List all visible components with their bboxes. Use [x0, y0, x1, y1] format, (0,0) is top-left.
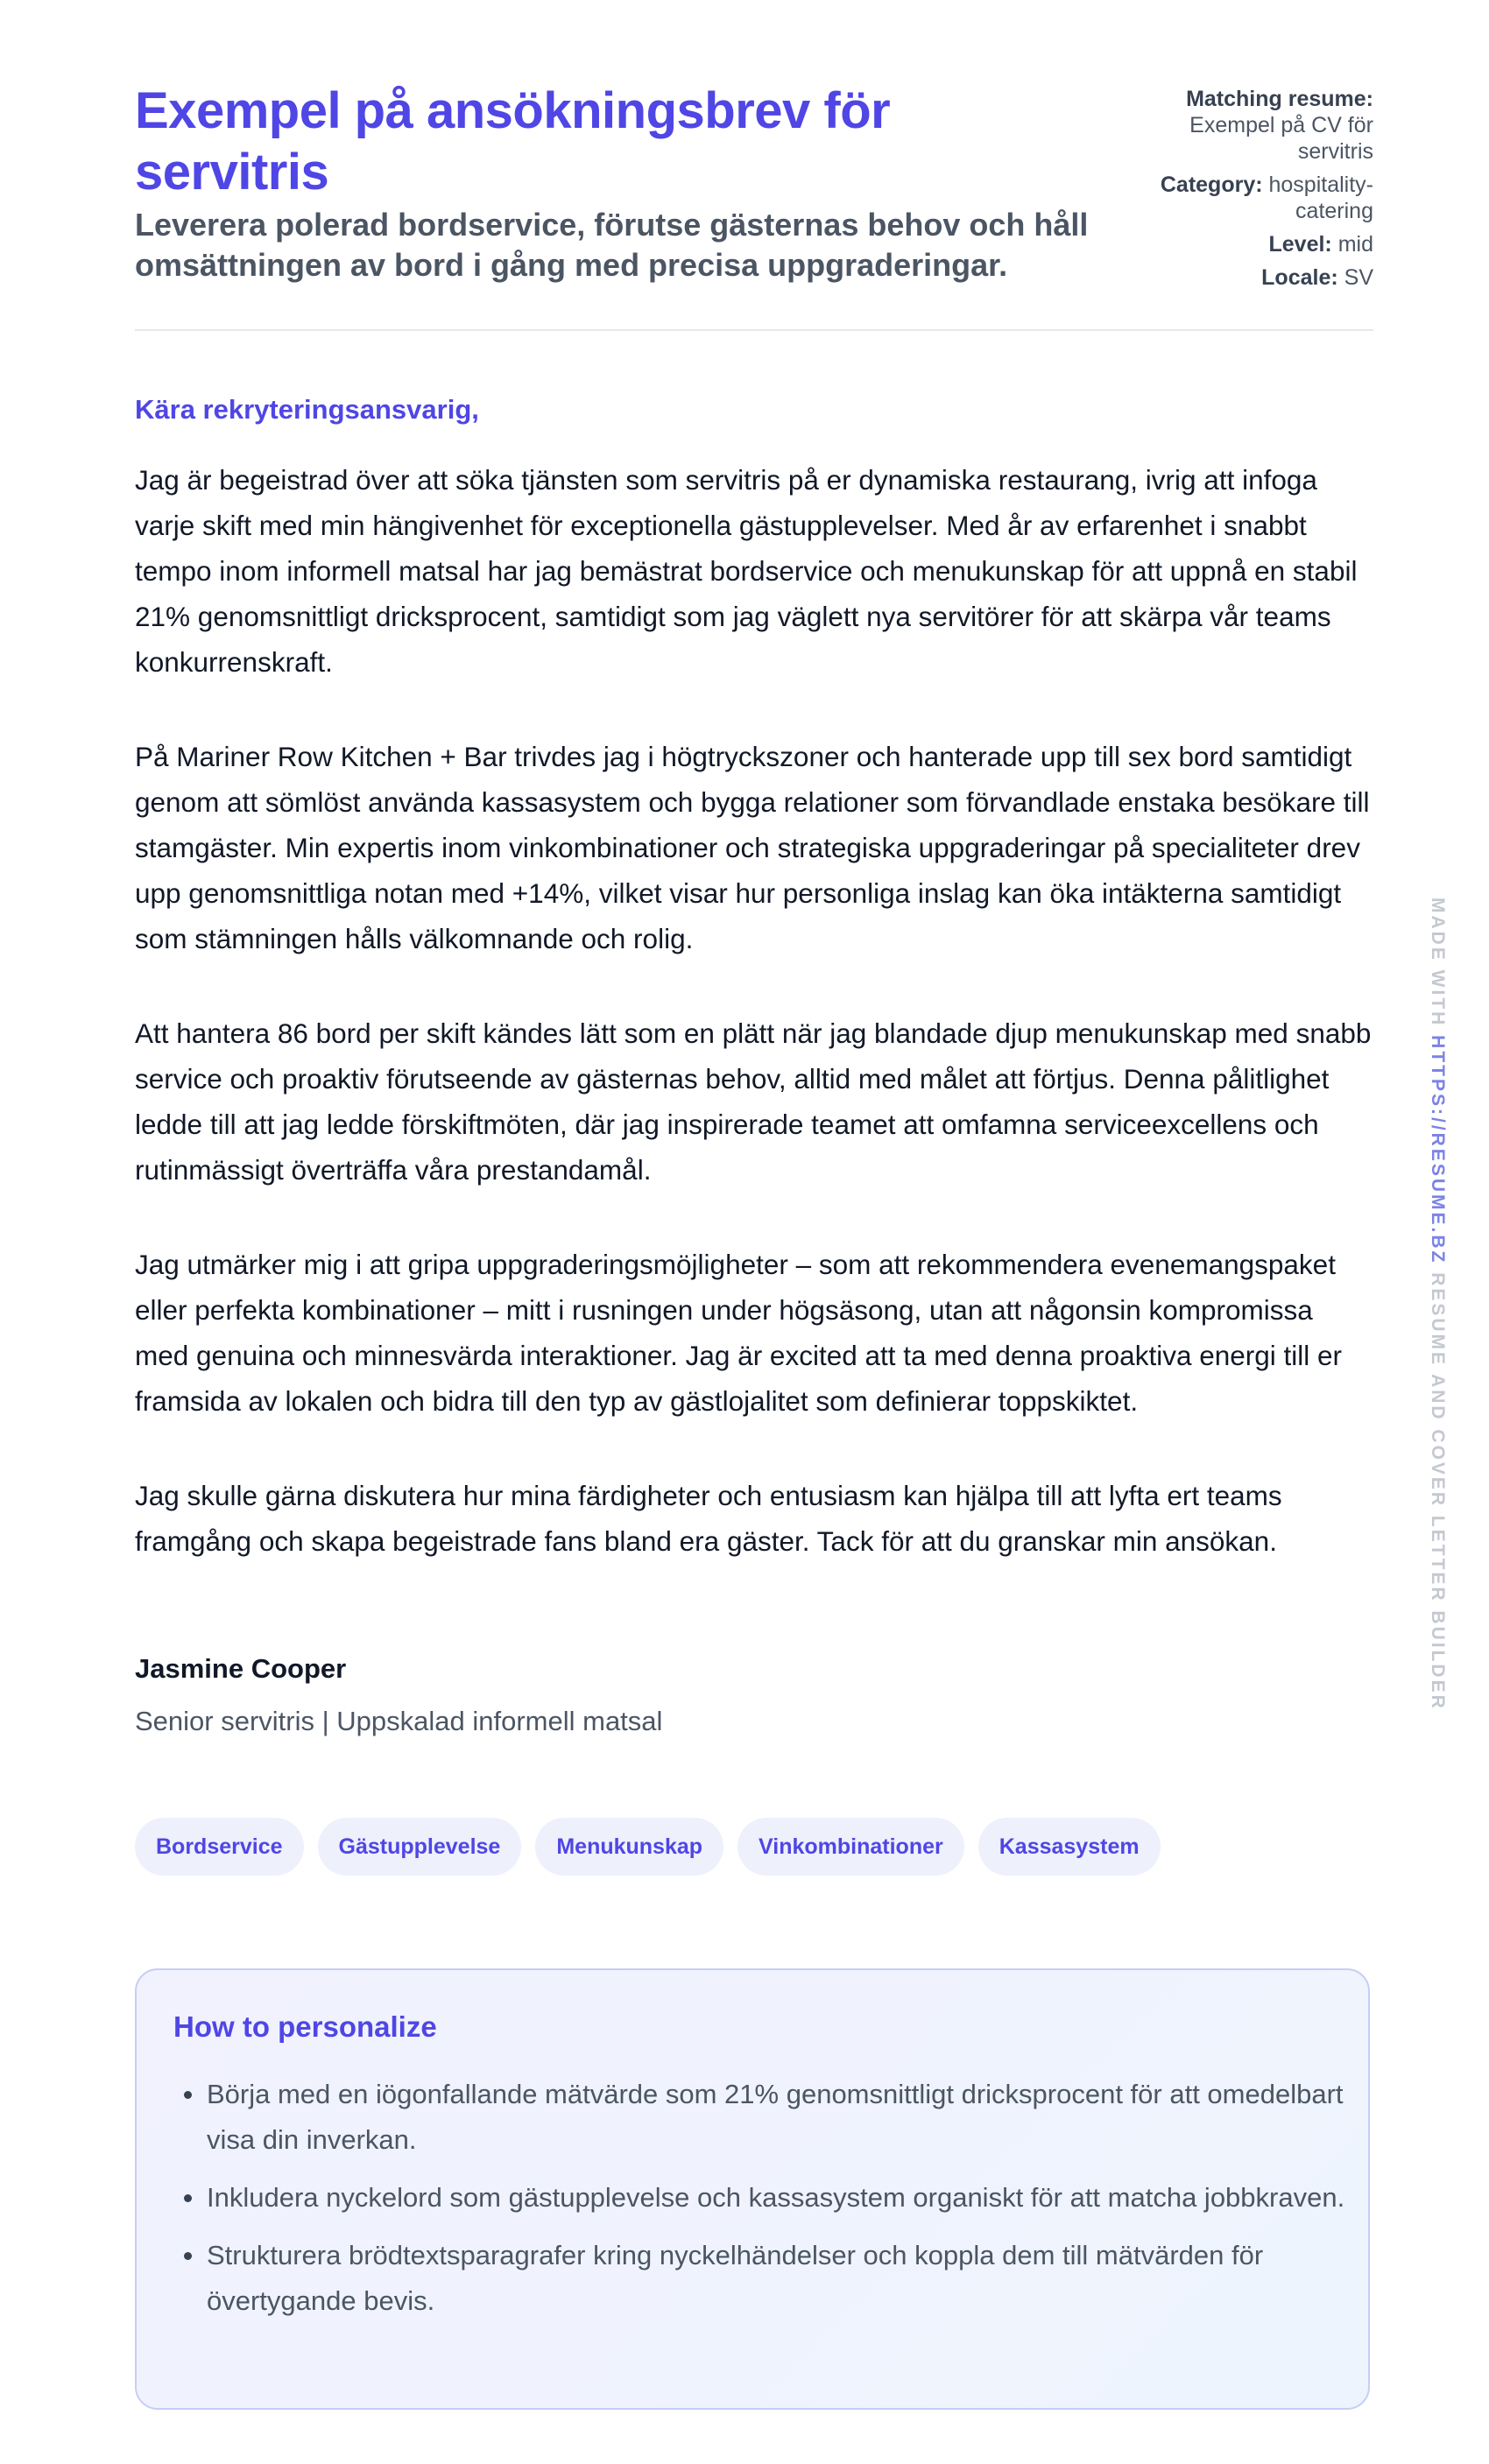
skill-tags: [135, 1818, 1161, 1876]
skill-tag: Bordservice: [135, 1818, 304, 1876]
tip-item: Strukturera brödtextsparagrafer kring nyckelhändelser och koppla dem till mätvärden för övertygande bevis.: [207, 2233, 1372, 2324]
watermark: [1426, 898, 1449, 1711]
personalize-tips-box: [135, 1968, 1370, 2410]
letter-paragraph: Jag är begeistrad över att söka tjänsten som servitris på er dynamiska restaurang, ivrig att infoga varje skift med min hängivenhet för exceptionella gästupplevelser. Med år av erfarenhet i snabbt tempo inom informell matsal har jag bemästrat bordservice och menukunskap för att uppnå en stabil 21% genomsnittligt dricksprocent, samtidigt som jag väglett nya servitörer för att skärpa vår teams konkurrenskraft.: [135, 464, 1358, 678]
meta-locale: [1119, 264, 1373, 291]
watermark-link[interactable]: HTTPS://RESUME.BZ: [1428, 1035, 1448, 1265]
meta-level: [1119, 231, 1373, 257]
tip-item: Inkludera nyckelord som gästupplevelse och kassasystem organiskt för att matcha jobbkraven.: [207, 2175, 1372, 2221]
skill-tag: Vinkombinationer: [737, 1818, 964, 1876]
page-subtitle: Leverera polerad bordservice, förutse gästernas behov och håll omsättningen av bord i gång med precisa uppgraderingar.: [135, 207, 1089, 283]
meta-category-value: hospitality-catering: [1268, 172, 1373, 223]
watermark-suffix: RESUME AND COVER LETTER BUILDER: [1428, 1272, 1448, 1711]
letter-paragraph: Jag skulle gärna diskutera hur mina färdigheter och entusiasm kan hjälpa till att lyfta ert teams framgång och skapa begeistrade fans bland era gäster. Tack för att du granskar min ansökan.: [135, 1480, 1282, 1557]
meta-locale-value: SV: [1344, 265, 1373, 290]
meta-matching-resume: [1119, 86, 1373, 165]
page-title: Exempel på ansökningsbrev för servitris: [135, 82, 891, 201]
meta-panel: [1119, 86, 1373, 298]
salutation: Kära rekryteringsansvarig,: [135, 394, 479, 425]
skill-tag: Gästupplevelse: [318, 1818, 522, 1876]
meta-matching-resume-value: Exempel på CV för servitris: [1189, 113, 1373, 164]
meta-category-label: Category:: [1160, 172, 1263, 197]
meta-level-label: Level:: [1268, 232, 1332, 257]
letter-body: [135, 457, 1373, 1613]
letter-paragraph: Jag utmärker mig i att gripa uppgraderingsmöjligheter – som att rekommendera evenemangspaket eller perfekta kombinationer – mitt i rusningen under högsäsong, utan att någonsin kompromissa med genuina och minnesvärda interaktioner. Jag är excited att ta med denna proaktiva energi till er framsida av lokalen och bidra till den typ av gästlojalitet som definierar toppskiktet.: [135, 1249, 1343, 1417]
tip-item: Börja med en iögonfallande mätvärde som 21% genomsnittligt dricksprocent för att omedelbart visa din inverkan.: [207, 2072, 1372, 2163]
page-header: [135, 81, 1373, 331]
signature: [135, 1651, 1011, 1739]
watermark-prefix: MADE WITH: [1428, 898, 1448, 1028]
skill-tag: Menukunskap: [535, 1818, 723, 1876]
signature-title: Senior servitris | Uppskalad informell matsal: [135, 1706, 663, 1736]
header-divider: [135, 329, 1373, 331]
tips-list: [173, 2072, 1372, 2336]
signature-name: Jasmine Cooper: [135, 1653, 347, 1684]
meta-level-value: mid: [1337, 232, 1373, 257]
letter-paragraph: Att hantera 86 bord per skift kändes lätt som en plätt när jag blandade djup menukunskap med snabb service och proaktiv förutseende av gästernas behov, alltid med målet att förtjus. Denna pålitlighet ledde till att jag ledde förskiftmöten, där jag inspirerade teamet att omfamna serviceexcellens och rutinmässigt överträffa våra prestandamål.: [135, 1017, 1372, 1186]
watermark-text: [1426, 898, 1449, 1711]
meta-matching-resume-label: Matching resume:: [1186, 87, 1373, 111]
skill-tag: Kassasystem: [978, 1818, 1161, 1876]
meta-category: [1119, 172, 1373, 224]
meta-locale-label: Locale:: [1261, 265, 1338, 290]
letter-paragraph: På Mariner Row Kitchen + Bar trivdes jag i högtryckszoner och hanterade upp till sex bord samtidigt genom att sömlöst använda kassasystem och bygga relationer som förvandlade enstaka besökare till stamgäster. Min expertis inom vinkombinationer och strategiska uppgraderingar på specialiteter drev upp genomsnittliga notan med +14%, vilket visar hur personliga inslag kan öka intäkterna samtidigt som stämningen hålls välkomnande och rolig.: [135, 741, 1370, 954]
tips-title: How to personalize: [173, 2010, 437, 2043]
